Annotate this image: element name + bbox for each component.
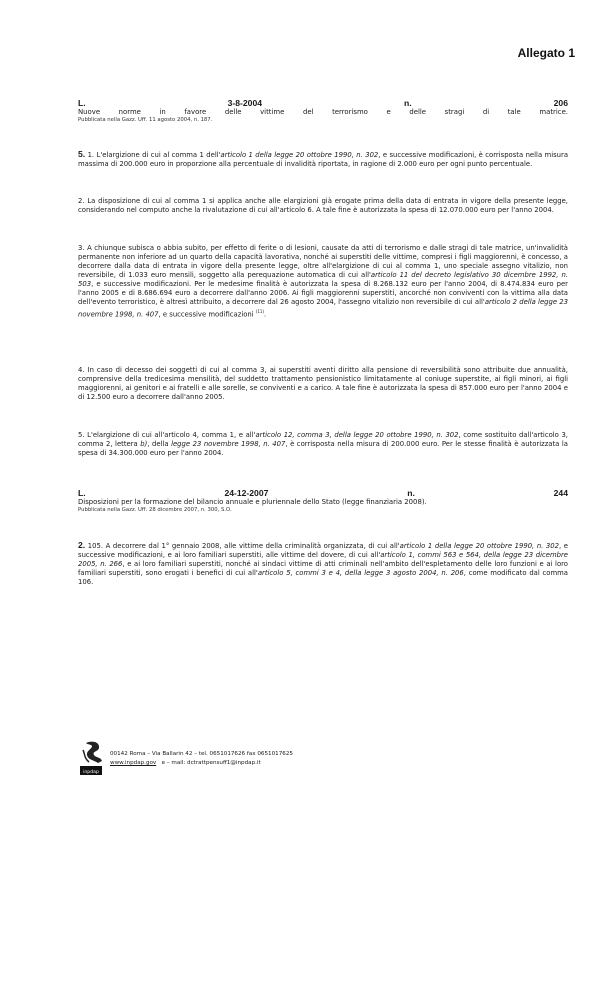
law-reference: articolo 5, commi 3 e 4, della legge 3 agosto 2004, n. 206 (257, 569, 464, 577)
letter-reference: b) (140, 440, 148, 448)
law-reference: articolo 1 della legge 20 ottobre 1990, n. 302 (399, 542, 559, 550)
footer-website-link[interactable]: www.inpdap.gov (110, 760, 157, 766)
law-type: L. (78, 98, 86, 108)
article-5-paragraph-5: 5. L'elargizione di cui all'articolo 4, comma 1, e all'articolo 12, comma 3, della legge 20 ottobre 1990, n. 302, come sostituito dall'articolo 3, comma 2, lettera b), della legge 23 novembre 1998, n. 407, è corrisposta nella misura di 200.000 euro. Per le stesse finalità è autorizzata la spesa di 34.300.000 euro per l'anno 2004. (78, 431, 568, 457)
law-date: 3-8-2004 (227, 98, 263, 108)
law-number: 206 (553, 98, 568, 108)
article-5-paragraph-3: 3. A chiunque subisca o abbia subito, per effetto di ferite o di lesioni, causate da atti di terrorismo e dalle stragi di tale matrice, un'invalidità permanente non inferiore ad un quarto della capacità lavorativa, nonché ai superstiti delle vittime, compresi i figli maggiorenni, è concesso, a decorrere dalla data di entrata in vigore della presente legge, oltre all'elargizione di cui al comma 1, uno speciale assegno vitalizio, non reversibile, di 1.033 euro mensili, soggetto alla perequazione automatica di cui all'articolo 11 del decreto legislativo 30 dicembre 1992, n. 503, e successive modificazioni. Per le medesime finalità è autorizzata la spesa di 8.268.132 euro per l'anno 2004, di 8.474.834 euro per l'anno 2005 e di 8.686.694 euro a decorrere dall'anno 2006. Ai figli maggiorenni superstiti, ancorché non conviventi con la vittima alla data dell'evento terroristico, è altresì attribuito, a decorrere dal 26 agosto 2004, l'assegno vitalizio non reversibile di cui all'articolo 2 della legge 23 novembre 1998, n. 407, e successive modificazioni $^{(11)}$. (78, 244, 568, 319)
footer-email: e – mail: dctrattpensuff1@inpdap.it (161, 760, 261, 766)
law-n-label: n. (407, 488, 415, 498)
law-reference: articolo 1, commi 563 e 564, della legge 23 dicembre 2005, n. 266 (78, 551, 568, 568)
article-5-paragraph-4: 4. In caso di decesso dei soggetti di cui al comma 3, ai superstiti aventi diritto alla pensione di reversibilità sono attribuite due annualità, comprensive della tredicesima mensilità, del suddetto trattamento pensionistico limitatamente al coniuge superstite, ai figli minori, ai figli maggiorenni, ai genitori e ai fratelli e alle sorelle, se conviventi e a carico. A tale fine è autorizzata la spesa di 857.000 euro per l'anno 2004 e di 12.500 euro a decorrere dall'anno 2005. (78, 366, 568, 401)
inpdap-logo (80, 740, 106, 776)
article-5-paragraph-2: 2. La disposizione di cui al comma 1 si applica anche alle elargizioni già erogate prima della data di entrata in vigore della presente legge, considerando nel computo anche la rivalutazione di cui all'articolo 6. A tale fine è autorizzata la spesa di 12.070.000 euro per l'anno 2004. (78, 197, 568, 214)
law-reference: articolo 12, comma 3, della legge 20 ottobre 1990, n. 302 (255, 431, 459, 439)
logo-text: inpdap (83, 770, 99, 775)
footer (80, 740, 293, 776)
law-header-2007 (78, 488, 568, 514)
article-2-paragraph-105: 2. 105. A decorrere dal 1° gennaio 2008, alle vittime della criminalità organizzata, di cui all'articolo 1 della legge 20 ottobre 1990, n. 302, e successive modificazioni, e ai loro familiari superstiti, alle vittime del dovere, di cui all'articolo 1, commi 563 e 564, della legge 23 dicembre 2005, n. 266, e ai loro familiari superstiti, nonché ai sindaci vittime di atti criminali nell'ambito dell'espletamento delle loro funzioni e ai loro familiari superstiti, sono erogati i benefici di cui all'articolo 5, commi 3 e 4, della legge 3 agosto 2004, n. 206, come modificato dal comma 106. (78, 540, 569, 586)
law-reference: articolo 1 della legge 20 ottobre 1990, n. 302 (220, 151, 379, 159)
law-title: Nuove norme in favore delle vittime del terrorismo e delle stragi di tale matrice. (78, 108, 568, 116)
law-publication: Pubblicata nella Gazz. Uff. 11 agosto 2004, n. 187. (78, 117, 213, 123)
allegato-label: Allegato 1 (517, 46, 575, 60)
law-publication: Pubblicata nella Gazz. Uff. 28 dicembre 2007, n. 300, S.O. (78, 507, 232, 513)
law-title: Disposizioni per la formazione del bilancio annuale e pluriennale dello Stato (legge finanziaria 2008). (78, 498, 427, 506)
article-5-paragraph-1: 5. 1. L'elargizione di cui al comma 1 dell'articolo 1 della legge 20 ottobre 1990, n. 302, e successive modificazioni, è corrisposta nella misura massima di 200.000 euro in proporzione alla percentuale di invalidità riportata, in ragione di 2.000 euro per ogni punto percentuale. (78, 149, 569, 168)
law-reference: legge 23 novembre 1998, n. 407 (171, 440, 286, 448)
law-reference: articolo 11 del decreto legislativo 30 dicembre 1992, n. 503 (78, 271, 568, 288)
article-number: 5. (78, 149, 86, 159)
inpdap-logo-icon (80, 740, 106, 776)
law-type: L. (78, 488, 86, 498)
article-number: 2. (78, 540, 86, 550)
footnote-marker: (11) (255, 309, 265, 314)
law-date: 24-12-2007 (224, 488, 269, 498)
law-reference: articolo 2 della legge 23 novembre 1998, n. 407 (78, 298, 568, 319)
law-number: 244 (553, 488, 568, 498)
law-header-2004 (78, 98, 568, 124)
law-n-label: n. (404, 98, 412, 108)
footer-address: 00142 Roma – Via Ballarin 42 – tel. 0651017626 fax 0651017625 (110, 751, 293, 757)
